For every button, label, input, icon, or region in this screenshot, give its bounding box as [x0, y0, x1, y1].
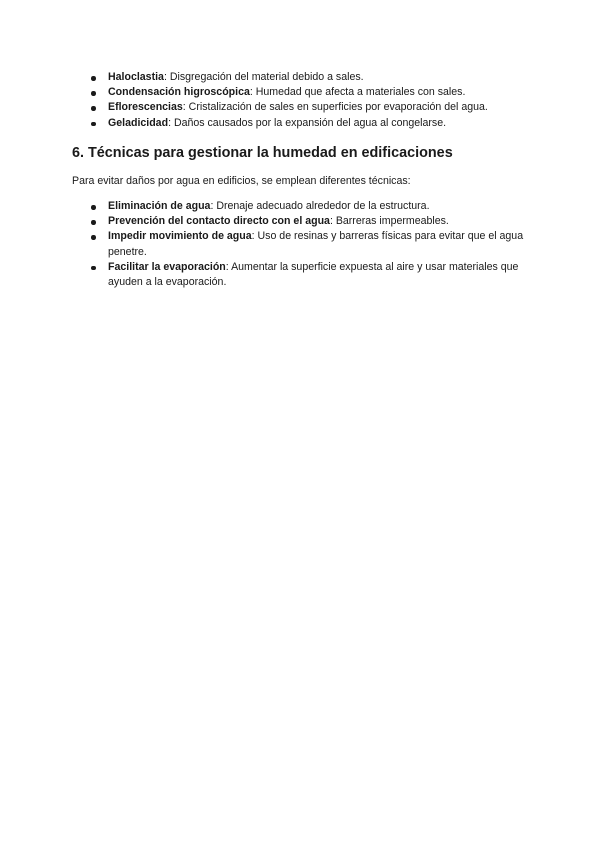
list-item-term: Eliminación de agua	[108, 200, 211, 212]
section-heading: 6. Técnicas para gestionar la humedad en edificaciones	[72, 145, 453, 161]
list-item-description: : Drenaje adecuado alrededor de la estructura.	[210, 200, 430, 212]
list-item	[91, 214, 531, 229]
list-item-description: : Barreras impermeables.	[329, 215, 449, 228]
list-item-term: Condensación higroscópica	[108, 86, 250, 99]
list-item	[91, 260, 531, 290]
techniques-list	[91, 199, 531, 290]
list-item-description: : Daños causados por la expansión del agua al congelarse.	[168, 116, 447, 129]
bullet-icon	[91, 266, 96, 271]
list-item-description: : Cristalización de sales en superficies por evaporación del agua.	[182, 101, 488, 114]
bullet-icon	[91, 76, 96, 81]
bullet-icon	[91, 91, 96, 96]
list-item-term: Geladicidad	[108, 116, 169, 129]
list-item-description: : Humedad que afecta a materiales con sales.	[249, 86, 466, 99]
list-item-term: Haloclastia	[108, 71, 164, 83]
list-item	[91, 100, 531, 115]
list-item-term: Facilitar la evaporación	[108, 260, 226, 273]
list-item-description: : Uso de resinas y barreras físicas para evitar que el agua penetre.	[108, 230, 524, 258]
list-item-term: Prevención del contacto directo con el agua	[108, 215, 330, 228]
list-item-description: : Disgregación del material debido a sales.	[163, 71, 364, 83]
list-item	[91, 85, 531, 100]
list-item-description: : Aumentar la superficie expuesta al aire y usar materiales que ayuden a la evaporación.	[108, 260, 519, 289]
list-item	[91, 116, 531, 131]
bullet-icon	[91, 205, 96, 210]
list-item-term: Impedir movimiento de agua	[108, 230, 252, 243]
list-item-term: Eflorescencias	[108, 101, 183, 114]
list-item	[91, 199, 531, 214]
bullet-icon	[91, 122, 96, 127]
bullet-icon	[91, 235, 96, 240]
bullet-icon	[91, 220, 96, 225]
list-item	[91, 229, 531, 259]
section-intro: Para evitar daños por agua en edificios, se emplean diferentes técnicas:	[72, 175, 411, 187]
bullet-icon	[91, 106, 96, 111]
list-item	[91, 70, 531, 85]
salt-damage-list	[91, 70, 531, 131]
